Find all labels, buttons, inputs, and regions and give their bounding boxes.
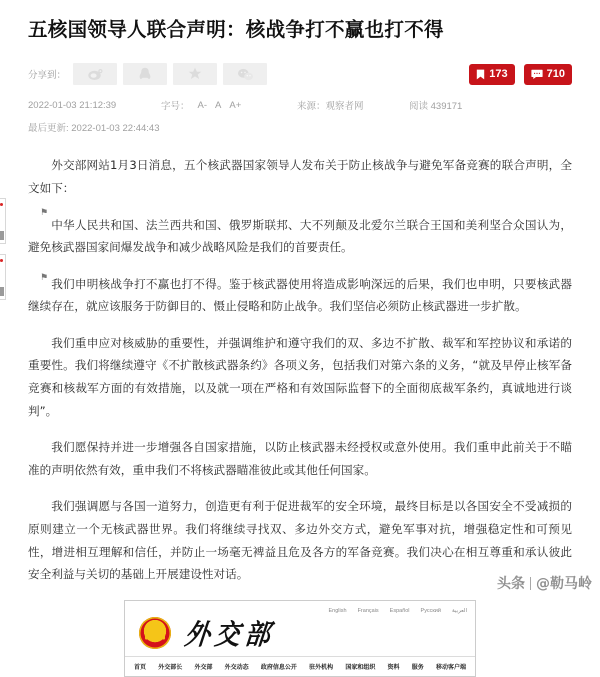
share-favorite-button[interactable]: [173, 63, 217, 85]
toutiao-watermark: [497, 573, 592, 593]
wechat-icon: [237, 68, 254, 81]
side-widget-card[interactable]: [0, 198, 6, 244]
article-paragraph: 我们申明核战争打不赢也打不得。鉴于核武器使用将造成影响深远的后果，我们也申明，只要核武器继续存在，就应该服务于防御目的、慑止侵略和防止战争。我们坚信必须防止核武器进一步扩散。: [28, 276, 572, 314]
read-count: 阅读 439171: [409, 101, 463, 113]
article-body: [28, 154, 572, 586]
thumbnail-icon: [0, 287, 4, 296]
language-link-francais[interactable]: Français: [357, 607, 379, 614]
embedded-mfa-website-screenshot: [124, 600, 476, 677]
share-label: 分享到：: [28, 70, 67, 82]
bookmark-badge[interactable]: [469, 64, 514, 85]
china-national-emblem-icon: [139, 617, 171, 649]
ministry-name-calligraphy: 外交部: [183, 618, 277, 651]
watermark-author: @勒马岭: [536, 576, 592, 592]
mfa-brand-header: [125, 616, 475, 656]
notification-dot-icon: [0, 259, 3, 262]
language-link-espanol[interactable]: Español: [389, 607, 410, 614]
floating-side-widgets: [0, 198, 6, 310]
comment-count: 710: [546, 68, 565, 81]
share-wechat-button[interactable]: [223, 63, 267, 85]
mfa-nav-bar: [125, 656, 475, 676]
notification-dot-icon: [0, 203, 3, 206]
side-widget-card[interactable]: [0, 254, 6, 300]
article-source[interactable]: 来源：观察者网: [297, 101, 364, 113]
font-size-normal-button[interactable]: A: [215, 99, 222, 111]
nav-item-minister[interactable]: 外交部长: [158, 664, 183, 671]
last-updated: 最后更新: 2022-01-03 22:44:43: [28, 123, 160, 135]
font-size-increase-button[interactable]: A+: [229, 99, 242, 111]
watermark-platform: 头条: [497, 576, 525, 592]
page-title: 五核国领导人联合声明：核战争打不赢也打不得: [28, 19, 444, 41]
comment-badge[interactable]: [524, 64, 572, 85]
font-size-controls: [161, 98, 297, 112]
language-link-arabic[interactable]: العربية: [451, 607, 467, 614]
thumbnail-icon: [0, 231, 4, 240]
article-meta-row: [28, 98, 572, 112]
nav-item-countries[interactable]: 国家和组织: [345, 664, 376, 671]
qq-icon: [139, 67, 151, 81]
star-icon: [188, 67, 202, 81]
nav-item-missions[interactable]: 驻外机构: [309, 664, 334, 671]
watermark-divider: [530, 577, 531, 590]
article-paragraph: 外交部网站1月3日消息，五个核武器国家领导人发布关于防止核战争与避免军备竞赛的联合声明，全文如下：: [28, 158, 572, 195]
article-paragraph: 我们愿保持并进一步增强各自国家措施，以防止核武器未经授权或意外使用。我们重申此前关于不瞄准的声明依然有效，重申我们不将核武器瞄准彼此或其他任何国家。: [28, 440, 572, 477]
nav-item-services[interactable]: 服务: [411, 664, 424, 671]
nav-item-resources[interactable]: 资料: [387, 664, 400, 671]
share-weibo-button[interactable]: [73, 63, 117, 85]
weibo-icon: [87, 68, 104, 81]
article-paragraph: 我们强调愿与各国一道努力，创造更有利于促进裁军的安全环境，最终目标是以各国安全不受减损的原则建立一个无核武器世界。我们将继续寻找双、多边外交方式，避免军事对抗，增强稳定性和可预见性，增进相互理解和信任，并防止一场毫无裨益且危及各方的军备竞赛。我们决心在相互尊重和承认彼此安全利益与关切的基础上开展建设性对话。: [28, 499, 572, 582]
side-marker-icon: ⚑: [40, 272, 49, 282]
nav-item-mobile[interactable]: 移动客户端: [435, 664, 466, 671]
bookmark-count: 173: [489, 68, 508, 81]
article-paragraph: 我们重申应对核威胁的重要性，并强调维护和遵守我们的双、多边不扩散、裁军和军控协议和承诺的重要性。我们将继续遵守《不扩散核武器条约》各项义务，包括我们对第六条的义务，“就及早停止核军备竞赛和核裁军方面的有效措施，以及就一项在严格和有效国际监督下的全面彻底裁军条约，真诚地进行谈判”。: [28, 335, 572, 418]
side-marker-icon: ⚑: [40, 207, 49, 217]
share-qq-button[interactable]: [123, 63, 167, 85]
article-paragraph: 中华人民共和国、法兰西共和国、俄罗斯联邦、大不列颠及北爱尔兰联合王国和美利坚合众国认为，避免核武器国家间爆发战争和减少战略风险是我们的首要责任。: [28, 217, 572, 255]
nav-item-disclosure[interactable]: 政府信息公开: [260, 664, 297, 671]
language-link-russian[interactable]: Русский: [420, 607, 441, 614]
share-row: [28, 61, 572, 87]
engagement-badges: [469, 64, 572, 85]
language-links: [125, 601, 475, 616]
language-link-english[interactable]: English: [328, 607, 347, 614]
publish-time: 2022-01-03 21:12:39: [28, 99, 117, 111]
font-size-decrease-button[interactable]: A-: [197, 99, 208, 111]
nav-item-ministry[interactable]: 外交部: [194, 664, 213, 671]
font-size-label: 字号：: [161, 101, 190, 113]
bookmark-icon: [476, 69, 485, 80]
nav-item-news[interactable]: 外交动态: [224, 664, 249, 671]
nav-item-home[interactable]: 首页: [134, 664, 147, 671]
comment-icon: [531, 69, 543, 80]
